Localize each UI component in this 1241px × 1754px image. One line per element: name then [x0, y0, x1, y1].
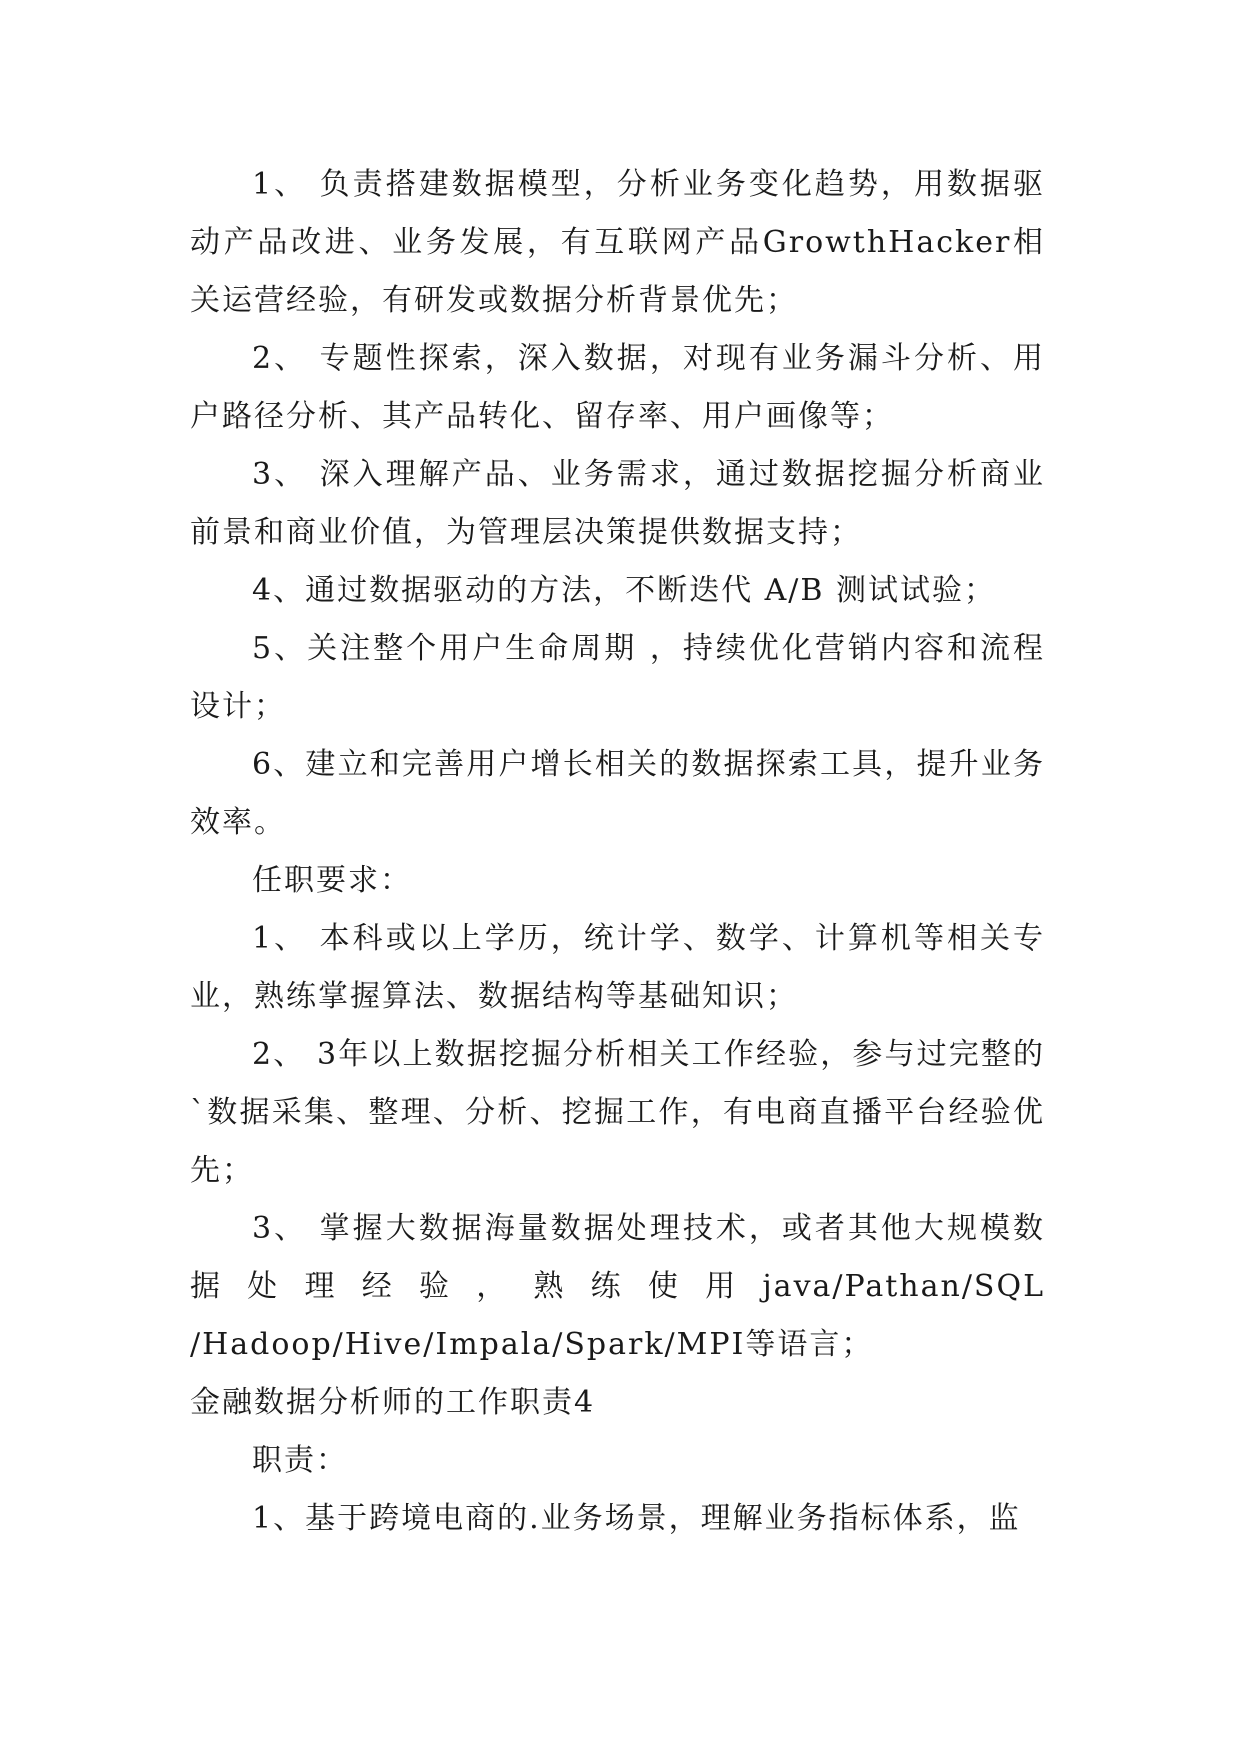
- paragraph-duty-6: 6、建立和完善用户增长相关的数据探索工具，提升业务效率。: [190, 747, 1045, 840]
- paragraph-duty-5: 5、关注整个用户生命周期 ，持续优化营销内容和流程设计；: [190, 631, 1045, 724]
- paragraph-duty-1: 1、 负责搭建数据模型，分析业务变化趋势，用数据驱动产品改进、业务发展，有互联网产品GrowthHacker相关运营经验，有研发或数据分析背景优先；: [190, 167, 1045, 318]
- document-body: [190, 156, 1045, 1548]
- paragraph-duty-4: 4、通过数据驱动的方法，不断迭代 A/B 测试试验；: [252, 573, 996, 608]
- duties-label: 职责：: [252, 1443, 348, 1478]
- paragraph-duty-3: 3、 深入理解产品、业务需求，通过数据挖掘分析商业前景和商业价值，为管理层决策提供数据支持；: [190, 457, 1045, 550]
- requirements-label: 任职要求：: [252, 863, 412, 898]
- section-heading: 金融数据分析师的工作职责4: [190, 1385, 596, 1420]
- paragraph-requirement-1: 1、 本科或以上学历，统计学、数学、计算机等相关专业，熟练掌握算法、数据结构等基础知识；: [190, 921, 1045, 1014]
- paragraph-requirement-2: 2、 3年以上数据挖掘分析相关工作经验，参与过完整的`数据采集、整理、分析、挖掘工作，有电商直播平台经验优先；: [190, 1037, 1045, 1188]
- paragraph-new-duty-1: 1、基于跨境电商的.业务场景，理解业务指标体系，监: [252, 1501, 1021, 1536]
- paragraph-requirement-3: 3、 掌握大数据海量数据处理技术，或者其他大规模数据 处 理 经 验 ， 熟 练 使 用 java/Pathan/SQL /Hadoop/Hive/Impala/Spark/MPI等语言；: [190, 1211, 1045, 1362]
- paragraph-duty-2: 2、 专题性探索，深入数据，对现有业务漏斗分析、用户路径分析、其产品转化、留存率、用户画像等；: [190, 341, 1045, 434]
